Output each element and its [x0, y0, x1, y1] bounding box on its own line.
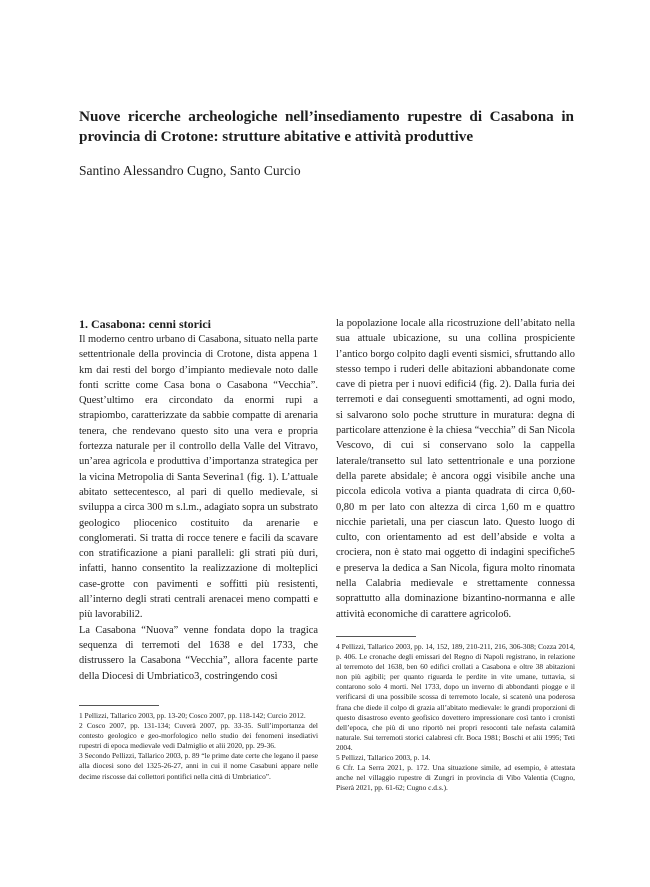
footnote: 2 Cosco 2007, pp. 131-134; Cuverà 2007, pp. 33-35. Sull’importanza del contesto geologico e geo-morfologico nello studio dei fenomeni insediativi rupestri di epoca medievale vedi Dalmiglio et alii 2020, pp. 29-36.	[79, 721, 318, 751]
paper-title: Nuove ricerche archeologiche nell’insediamento rupestre di Casabona in provincia di Crotone: strutture abitative e attività produttive	[79, 108, 574, 145]
section-heading: 1. Casabona: cenni storici	[79, 317, 211, 331]
left-paragraph: Il moderno centro urbano di Casabona, situato nella parte settentrionale della provincia di Crotone, dista appena 1 km dai resti del borgo d’impianto medievale noto dalle fonti scritte come Casa bona o Casabona “Vecchia”. Quest’ultimo era circondato da enormi rupi a strapiombo, caratterizzate da sabbie compatte di arenaria tenera, che rendevano questo sito una vera e propria fortezza naturale per il controllo della Valle del Vitravo, un’area agricola e produttiva d’importanza strategica per la vicina Metropolia di Santa Severina1 (fig. 1). L’attuale abitato settecentesco, al pari di quello medievale, si sviluppa a circa 300 m s.l.m., adagiato sopra un substrato geologico pliocenico costituito da arenarie e conglomerati. Si tratta di rocce tenere e facili da scavare con stratificazione a piani paralleli: gli strati più duri, infatti, hanno consentito la realizzazione di molteplici case-grotte con pavimenti e soffitti più resistenti, all’interno degli strati centrali arenacei meno compatti e più lavorabili2.	[79, 334, 318, 621]
footnote: 6 Cfr. La Serra 2021, p. 172. Una situazione simile, ad esempio, è attestata anche nel villaggio rupestre di Zungri in provincia di Vibo Valentia (Cugno, Piserà 2021, pp. 61-62; Cugno c.d.s.).	[336, 763, 575, 793]
left-column	[79, 316, 318, 684]
footnote-rule-right	[336, 636, 416, 637]
footnote: 4 Pellizzi, Tallarico 2003, pp. 14, 152, 189, 210-211, 216, 306-308; Cozza 2014, p. 406. Le cronache degli emissari del Regno di Napoli registrano, in relazione al terremoto del 1638, ben 60 edifici crollati a Casabona e oltre 38 abitazioni non più agibili; per quanto riguarda le perdite in vite umane, tuttavia, si contarono solo 4 morti. Nel 1733, dopo un inverno di abbondanti piogge e il verificarsi di una possibile scossa di terremoto locale, si scatenò una poderosa frana che diede il colpo di grazia all’abitato medievale: le grandi proporzioni di questo disastroso evento geofisico dovettero impressionare così tanto i cronisti dell’epoca, che più di uno riportò nei propri resoconti tale nefasta calamità naturale. Sui terremoti storici calabresi cfr. Boca 1981; Boschi et alii 1995; Teti 2004.	[336, 642, 575, 752]
footnote-rule-left	[79, 705, 159, 706]
left-paragraph: La Casabona “Nuova” venne fondata dopo la tragica sequenza di terremoti del 1638 e del 1733, che distrussero la Casabona “Vecchia”, allora facente parte della Diocesi di Umbriatico3, costringendo così	[79, 624, 318, 682]
paper-authors: Santino Alessandro Cugno, Santo Curcio	[79, 163, 301, 178]
footnote: 1 Pellizzi, Tallarico 2003, pp. 13-20; Cosco 2007, pp. 118-142; Curcio 2012.	[79, 711, 306, 720]
footnote: 3 Secondo Pellizzi, Tallarico 2003, p. 89 “le prime date certe che legano il paese alla diocesi sono del 1325-26-27, anni in cui il nome Casabuni appare nelle decime riscosse dai collettori pontifici nella città di Umbriatico”.	[79, 751, 318, 781]
right-body	[336, 316, 575, 622]
footnotes-left	[79, 711, 318, 782]
right-column	[336, 316, 575, 622]
right-paragraph: la popolazione locale alla ricostruzione dell’abitato nella sua attuale ubicazione, su una collina prospiciente l’antico borgo colpito dagli eventi sismici, sfruttando allo stesso tempo i ruderi delle abitazioni abbandonate come cave di pietra per i nuovi edifici4 (fig. 2). Dalla furia dei terremoti e dai conseguenti smottamenti, ad ogni modo, si salvarono solo poche strutture in muratura: degna di particolare attenzione è la chiesa “vecchia” di San Nicola Vescovo, di cui si conservano solo la cappella laterale/transetto sul lato settentrionale e una porzione della parete absidale; è ancora oggi visibile anche una piccola edicola votiva a pianta quadrata di circa 0,60-0,80 m per lato con altezza di circa 1,60 m e quattro nicchie parietali, una per ciascun lato. Questo luogo di culto, con orientamento ad est dell’abside e volta a crociera, non è stato mai oggetto di indagini specifiche5 e preserva la dedica a San Nicola, figura molto rinomata nella Calabria medievale e strettamente connessa soprattutto alla dominazione bizantino-normanna e alle attività economiche di carattere agricolo6.	[336, 318, 575, 620]
footnotes-right	[336, 642, 575, 793]
footnote: 5 Pellizzi, Tallarico 2003, p. 14.	[336, 753, 431, 763]
left-body	[79, 332, 318, 684]
